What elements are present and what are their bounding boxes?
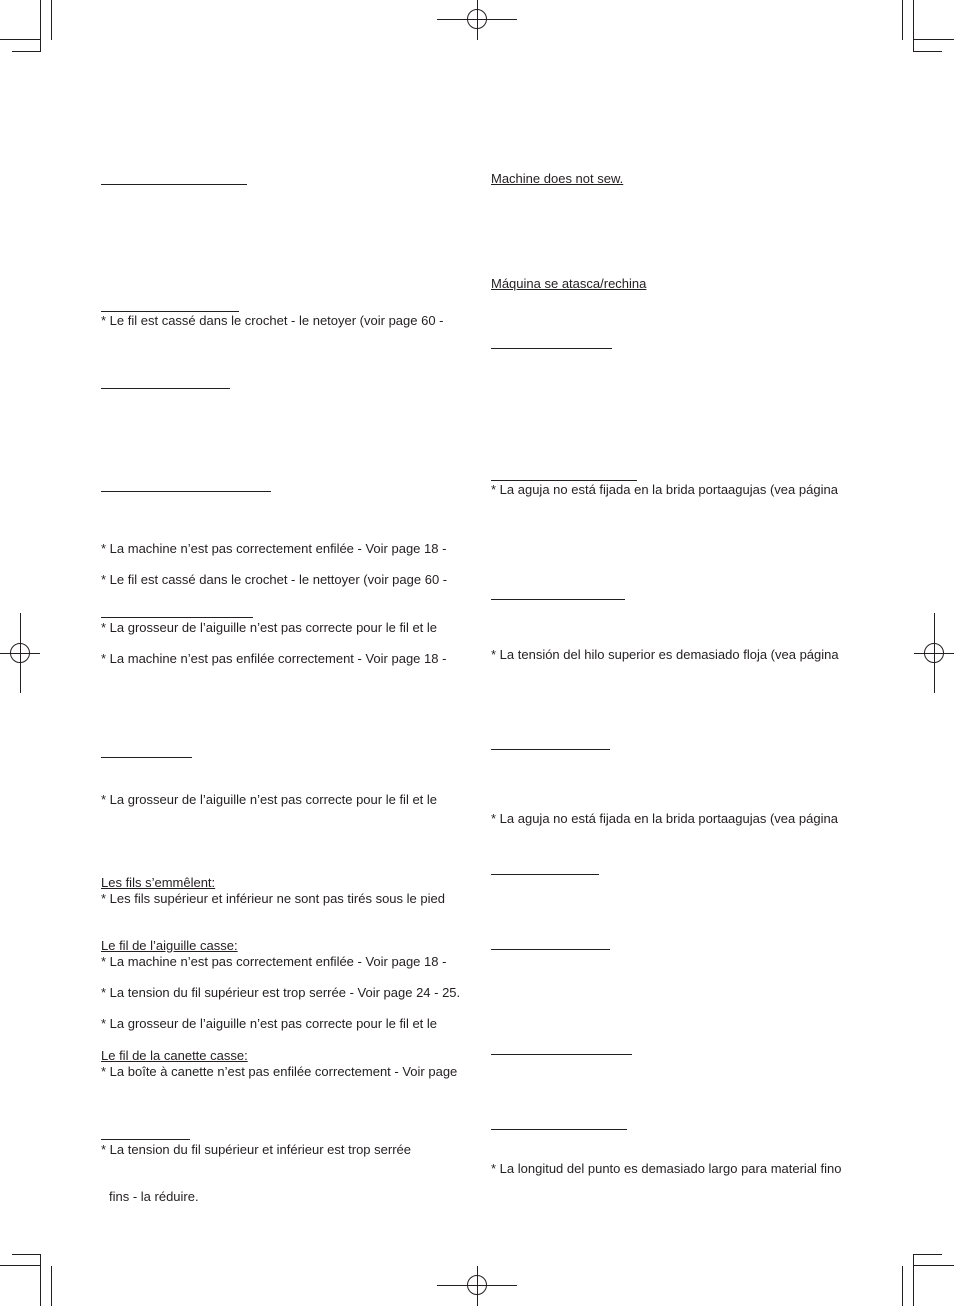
troubleshoot-line: * La aguja no está fijada en la brida portaagujas (vea página [491,482,838,497]
section-heading: Machine does not sew. [491,171,624,186]
troubleshoot-line: * La machine n’est pas correctement enfilée - Voir page 18 - [101,541,447,556]
heading-rule [491,1054,632,1055]
troubleshoot-line: * La machine n’est pas correctement enfilée - Voir page 18 - [101,954,447,969]
troubleshoot-line: * La longitud del punto es demasiado largo para material fino [491,1161,842,1176]
troubleshoot-line: * La grosseur de l’aiguille n’est pas correcte pour le fil et le [101,620,438,635]
troubleshoot-line: fins - la réduire. [109,1189,199,1204]
heading-rule [491,599,625,600]
section-heading: Máquina se atasca/rechina [491,276,647,291]
troubleshoot-line: * La boîte à canette n’est pas enfilée correctement - Voir page [101,1064,458,1079]
troubleshoot-line: * La tension du fil supérieur est trop serrée - Voir page 24 - 25. [101,985,461,1000]
heading-rule [101,311,239,312]
heading-rule [101,617,253,618]
heading-rule [101,184,247,185]
heading-rule [101,388,230,389]
heading-rule [101,1139,190,1140]
heading-rule [491,949,610,950]
heading-rule [491,1129,627,1130]
section-heading: Le fil de la canette casse: [101,1048,248,1063]
heading-rule [491,874,599,875]
section-heading: Les fils s’emmêlent: [101,875,216,890]
heading-rule [101,757,192,758]
heading-rule [491,480,637,481]
section-heading: Le fil de l’aiguille casse: [101,938,238,953]
heading-rule [101,491,271,492]
heading-rule [491,749,610,750]
troubleshoot-line: * La grosseur de l’aiguille n’est pas correcte pour le fil et le [101,792,438,807]
troubleshoot-line: * Les fils supérieur et inférieur ne sont pas tirés sous le pied [101,891,445,906]
troubleshoot-line: * Le fil est cassé dans le crochet - le netoyer (voir page 60 - [101,313,444,328]
troubleshoot-line: * La grosseur de l’aiguille n’est pas correcte pour le fil et le [101,1016,438,1031]
troubleshoot-line: * La aguja no está fijada en la brida portaagujas (vea página [491,811,838,826]
troubleshoot-line: * La machine n’est pas enfilée correctement - Voir page 18 - [101,651,447,666]
troubleshoot-line: * La tension du fil supérieur et inférieur est trop serrée [101,1142,412,1157]
troubleshoot-line: * La tensión del hilo superior es demasiado floja (vea página [491,647,839,662]
heading-rule [491,348,612,349]
troubleshoot-line: * Le fil est cassé dans le crochet - le nettoyer (voir page 60 - [101,572,448,587]
